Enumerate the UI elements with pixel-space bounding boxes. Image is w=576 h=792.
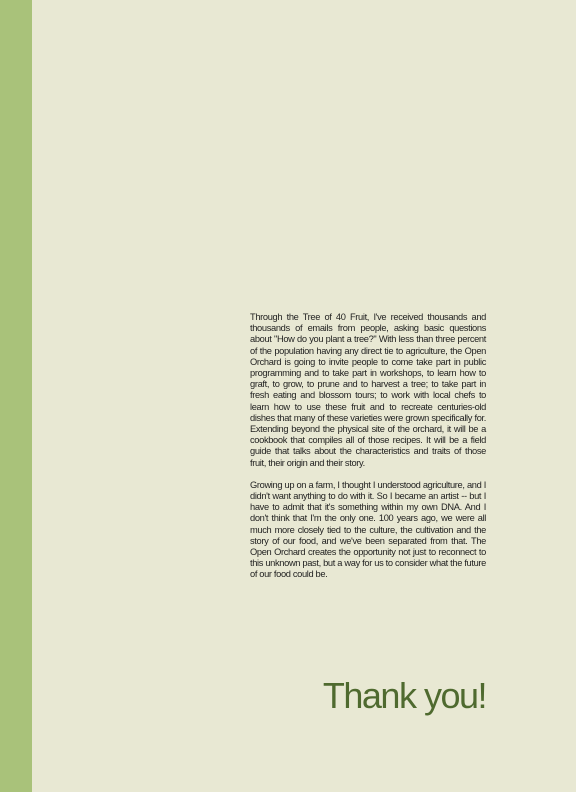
thank-you-heading: Thank you! — [322, 675, 486, 716]
side-color-bar — [0, 0, 32, 792]
paragraph-2: Growing up on a farm, I thought I understood agriculture, and I didn't want anything to do with it. So I became an artist -- but I have to admit that it's something within my own DNA. And I don't think that I'm the only one. 100 years ago, we were all much more closely tied to the culture, the cultivation and the story of our food, and we've been separated from that. The Open Orchard creates the opportunity not just to reconnect to this unknown past, but a way for us to consider what the future of our food could be. — [250, 479, 486, 580]
body-text-block — [250, 312, 486, 581]
paragraph-1: Through the Tree of 40 Fruit, I've received thousands and thousands of emails from people, asking basic questions about "How do you plant a tree?" With less than three percent of the population having any direct tie to agriculture, the Open Orchard is going to invite people to come take part in public programming and to take part in workshops, to learn how to graft, to grow, to prune and to harvest a tree; to take part in fresh eating and blossom tours; to work with local chefs to learn how to use these fruit and to recreate centuries-old dishes that many of these varieties were grown specifically for. Extending beyond the physical site of the orchard, it will be a cookbook that compiles all of those recipes. It will be a field guide that talks about the characteristics and traits of those fruit, their origin and their story. — [250, 312, 486, 468]
